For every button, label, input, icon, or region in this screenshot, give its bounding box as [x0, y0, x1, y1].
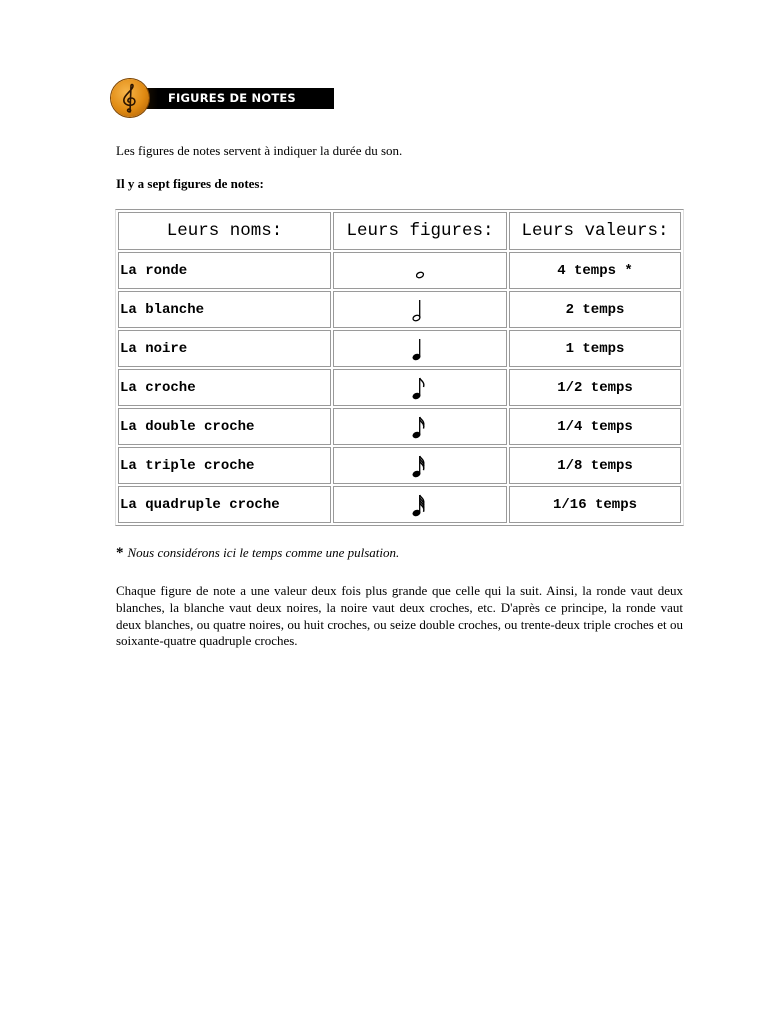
note-name: La croche: [118, 369, 331, 406]
note-value: 4 temps *: [509, 252, 681, 289]
note-value: 1/2 temps: [509, 369, 681, 406]
note-name: La double croche: [118, 408, 331, 445]
header-names: Leurs noms:: [118, 212, 331, 250]
thirty-second-note-icon: [333, 447, 507, 484]
eighth-note-icon: [333, 369, 507, 406]
table-row: [118, 486, 681, 523]
sixteenth-note-icon: [333, 408, 507, 445]
header-values: Leurs valeurs:: [509, 212, 681, 250]
treble-clef-icon: [111, 79, 149, 117]
footnote-text: Nous considérons ici le temps comme une pulsation.: [127, 545, 400, 560]
note-name: La blanche: [118, 291, 331, 328]
whole-note-icon: [333, 252, 507, 289]
note-value: 1/4 temps: [509, 408, 681, 445]
note-value: 1 temps: [509, 330, 681, 367]
banner-bar: [128, 88, 334, 109]
note-value: 1/16 temps: [509, 486, 681, 523]
quarter-note-icon: [333, 330, 507, 367]
intro-text: Les figures de notes servent à indiquer la durée du son.: [116, 143, 403, 158]
half-note-icon: [333, 291, 507, 328]
table-row: [118, 291, 681, 328]
note-name: La noire: [118, 330, 331, 367]
note-name: La triple croche: [118, 447, 331, 484]
section-subtitle: Il y a sept figures de notes:: [116, 176, 264, 191]
note-figures-table: [115, 209, 684, 526]
section-banner: [111, 79, 326, 117]
footnote: [116, 545, 399, 562]
sixty-fourth-note-icon: [333, 486, 507, 523]
table-row: [118, 330, 681, 367]
table-row: [118, 369, 681, 406]
note-value: 1/8 temps: [509, 447, 681, 484]
note-name: La quadruple croche: [118, 486, 331, 523]
table-row: [118, 408, 681, 445]
header-figures: Leurs figures:: [333, 212, 507, 250]
footnote-marker: *: [116, 545, 124, 561]
banner-title: FIGURES DE NOTES: [168, 91, 296, 105]
table-row: [118, 252, 681, 289]
note-name: La ronde: [118, 252, 331, 289]
explanation-paragraph: Chaque figure de note a une valeur deux fois plus grande que celle qui la suit. Ainsi, la ronde vaut deux blanches, la blanche vaut deux noires, la noire vaut deux croches, etc. D'après ce principe, la ronde vaut deux blanches, ou quatre noires, ou huit croches, ou seize double croches, ou trente-deux triple croches et ou soixante-quatre quadruple croches.: [116, 583, 683, 649]
table-row: [118, 447, 681, 484]
note-value: 2 temps: [509, 291, 681, 328]
table-header-row: [118, 212, 681, 250]
